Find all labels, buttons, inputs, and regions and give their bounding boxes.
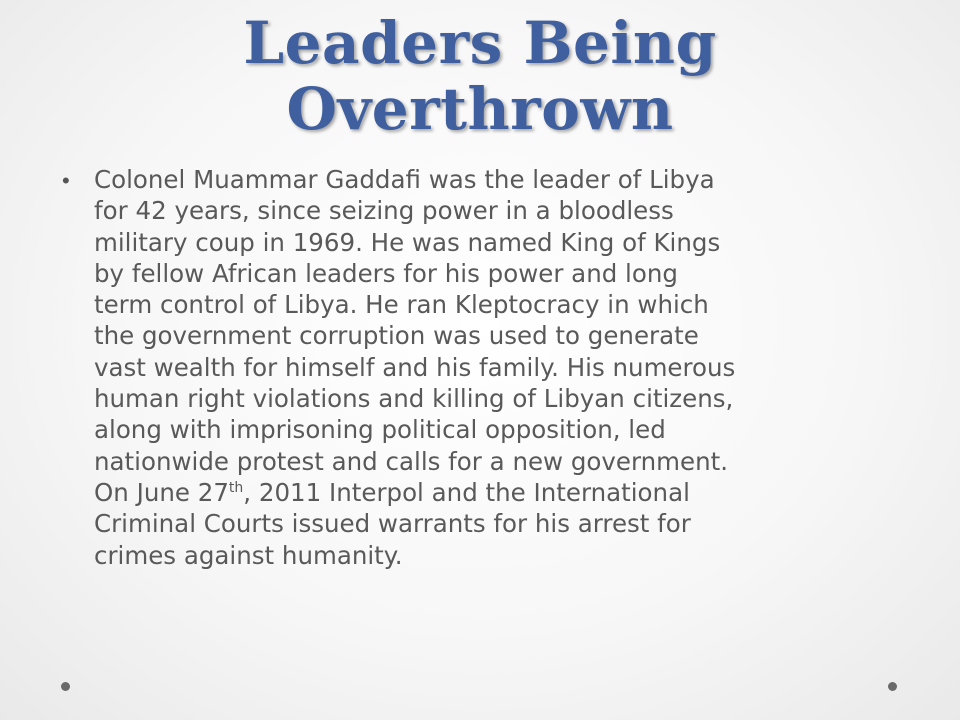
- bullet-list: [62, 164, 922, 571]
- body-line: military coup in 1969. He was named King of Kings: [94, 227, 721, 257]
- body-line: for 42 years, since seizing power in a bloodless: [94, 196, 674, 226]
- body-line: term control of Libya. He ran Kleptocracy in which: [94, 290, 709, 320]
- corner-dot-right: [888, 682, 897, 691]
- bullet-marker: •: [62, 168, 70, 193]
- body-line: Colonel Muammar Gaddafi was the leader of Libya: [94, 165, 715, 194]
- body-line: the government corruption was used to generate: [94, 321, 699, 351]
- body-line: nationwide protest and calls for a new government.: [94, 446, 729, 476]
- body-line: along with imprisoning political opposition, led: [94, 415, 666, 445]
- corner-dot-left: [61, 682, 70, 691]
- title-line-1: Leaders Being: [243, 9, 717, 77]
- date-suffix: , 2011 Interpol and the International: [243, 477, 690, 507]
- body-line: human right violations and killing of Libyan citizens,: [94, 384, 734, 414]
- body-line: vast wealth for himself and his family. His numerous: [94, 352, 736, 382]
- body-line-date: [94, 477, 922, 508]
- date-superscript: th: [228, 479, 244, 496]
- date-prefix: On June 27: [94, 477, 229, 507]
- body-line: by fellow African leaders for his power and long: [94, 258, 678, 288]
- body-line: Criminal Courts issued warrants for his arrest for: [94, 509, 691, 539]
- slide-title: [80, 10, 880, 142]
- bullet-item: [94, 164, 922, 571]
- title-line-2: Overthrown: [286, 75, 674, 143]
- body-line: crimes against humanity.: [94, 540, 403, 570]
